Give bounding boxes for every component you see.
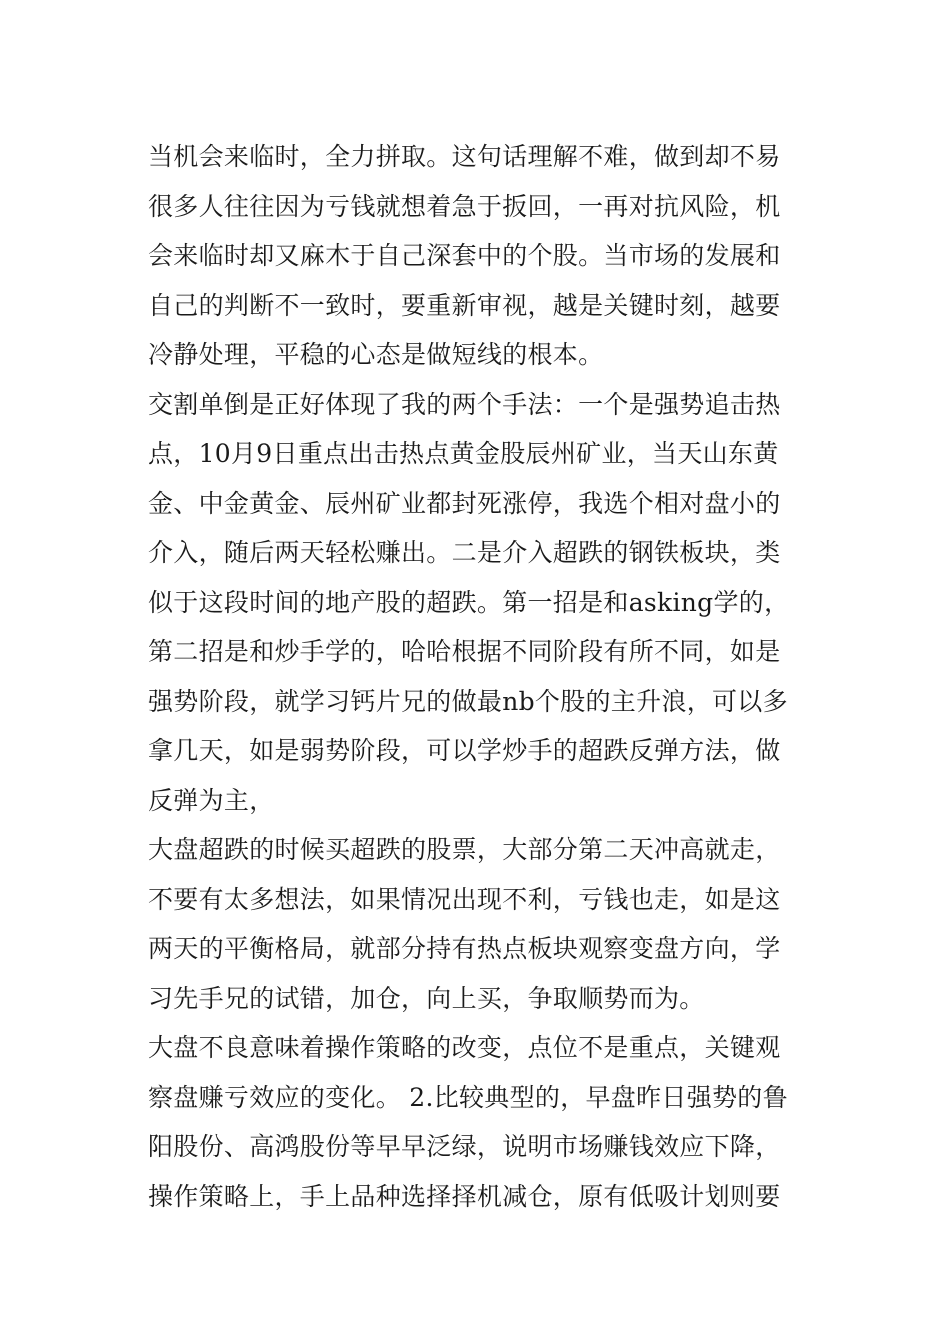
text-line: 第二招是和炒手学的，哈哈根据不同阶段有所不同，如是 [148, 637, 781, 666]
text-line: 自己的判断不一致时，要重新审视，越是关键时刻，越要 [148, 290, 781, 320]
text-line: 金、中金黄金、辰州矿业都封死涨停，我选个相对盘小的 [148, 488, 781, 518]
text-line: 点，10月9日重点出击热点黄金股辰州矿业，当天山东黄 [148, 439, 779, 468]
text-line: 介入，随后两天轻松赚出。二是介入超跌的钢铁板块，类 [148, 538, 781, 567]
text-line: 拿几天，如是弱势阶段，可以学炒手的超跌反弹方法，做 [148, 736, 781, 765]
text-line: 很多人往往因为亏钱就想着急于扳回，一再对抗风险，机 [148, 191, 781, 221]
text-line: 两天的平衡格局，就部分持有热点板块观察变盘方向，学 [148, 934, 781, 963]
text-line: 大盘不良意味着操作策略的改变，点位不是重点，关键观 [148, 1033, 781, 1062]
text-line: 当机会来临时，全力拼取。这句话理解不难，做到却不易 [148, 142, 781, 171]
text-line: 似于这段时间的地产股的超跌。第一招是和asking学的， [148, 587, 790, 617]
text-line: 不要有太多想法，如果情况出现不利，亏钱也走，如是这 [148, 884, 781, 914]
text-line: 察盘赚亏效应的变化。 2.比较典型的，早盘昨日强势的鲁 [148, 1082, 788, 1112]
text-line: 操作策略上，手上品种选择择机减仓，原有低吸计划则要 [148, 1181, 781, 1211]
text-line: 习先手兄的试错，加仓，向上买，争取顺势而为。 [148, 983, 705, 1013]
text-line: 大盘超跌的时候买超跌的股票，大部分第二天冲高就走， [148, 835, 781, 864]
text-line: 交割单倒是正好体现了我的两个手法：一个是强势追击热 [148, 389, 781, 419]
text-line: 冷静处理，平稳的心态是做短线的根本。 [148, 340, 604, 369]
text-line: 反弹为主， [148, 785, 275, 815]
text-line: 阳股份、高鸿股份等早早泛绿，说明市场赚钱效应下降， [148, 1132, 781, 1161]
document-body [148, 132, 808, 1221]
text-line: 会来临时却又麻木于自己深套中的个股。当市场的发展和 [148, 241, 781, 270]
text-line: 强势阶段，就学习钙片兄的做最nb个股的主升浪，可以多 [148, 686, 788, 716]
